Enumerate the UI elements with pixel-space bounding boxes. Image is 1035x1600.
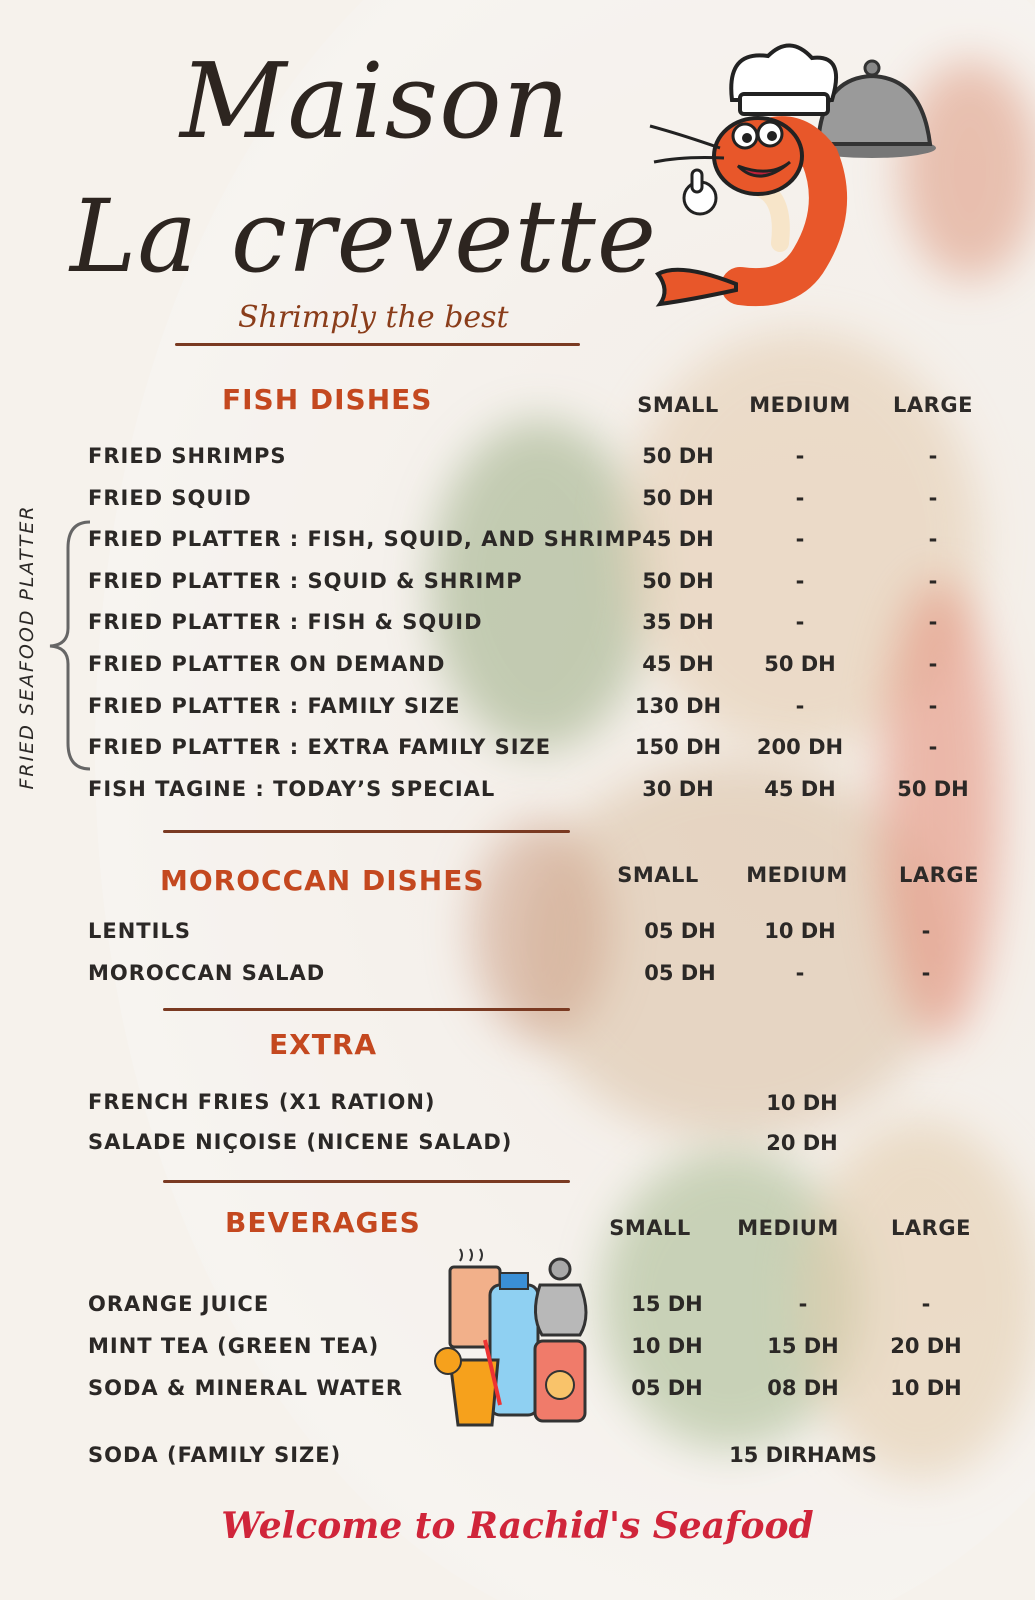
price-large: - bbox=[928, 652, 938, 676]
shrimp-chef-mascot-icon bbox=[640, 38, 940, 308]
price-medium: - bbox=[795, 610, 805, 634]
price-medium: - bbox=[795, 527, 805, 551]
price-medium: 08 DH bbox=[767, 1376, 839, 1400]
menu-item-name: FRIED PLATTER : SQUID & SHRIMP bbox=[88, 569, 523, 593]
price-small: 50 DH bbox=[642, 444, 714, 468]
menu-item-name: LENTILS bbox=[88, 919, 191, 943]
price-large: 50 DH bbox=[897, 777, 969, 801]
price-small: 15 DH bbox=[631, 1292, 703, 1316]
price-large: - bbox=[921, 919, 931, 943]
menu-item-name: MINT TEA (GREEN TEA) bbox=[88, 1334, 380, 1358]
price-small: 05 DH bbox=[631, 1376, 703, 1400]
menu-item-name: ORANGE JUICE bbox=[88, 1292, 270, 1316]
moroccan-divider bbox=[163, 1008, 570, 1011]
price: 20 DH bbox=[766, 1131, 838, 1155]
col-medium: MEDIUM bbox=[749, 393, 851, 417]
tagline: Shrimply the best bbox=[238, 300, 509, 335]
price-medium: - bbox=[795, 569, 805, 593]
extra-divider bbox=[163, 1180, 570, 1183]
menu-item-name: SODA & MINERAL WATER bbox=[88, 1376, 404, 1400]
col-small: SMALL bbox=[637, 393, 719, 417]
menu-item-name: FRENCH FRIES (X1 RATION) bbox=[88, 1090, 436, 1114]
price-small: 50 DH bbox=[642, 569, 714, 593]
price-medium: - bbox=[795, 486, 805, 510]
menu-item-name: FRIED SQUID bbox=[88, 486, 252, 510]
price-small: 05 DH bbox=[644, 919, 716, 943]
soda-family-size-price: 15 DIRHAMS bbox=[729, 1443, 877, 1467]
col-large: LARGE bbox=[899, 863, 979, 887]
price-large: - bbox=[928, 486, 938, 510]
menu-item-name: FRIED SHRIMPS bbox=[88, 444, 287, 468]
col-small: SMALL bbox=[609, 1216, 691, 1240]
menu-item-name: FISH TAGINE : TODAY’S SPECIAL bbox=[88, 777, 496, 801]
price-small: 30 DH bbox=[642, 777, 714, 801]
section-title-moroccan: MOROCCAN DISHES bbox=[160, 864, 485, 897]
menu-item-name: SALADE NIÇOISE (NICENE SALAD) bbox=[88, 1130, 513, 1154]
price-large: - bbox=[921, 961, 931, 985]
price: 10 DH bbox=[766, 1091, 838, 1115]
price-small: 10 DH bbox=[631, 1334, 703, 1358]
price-medium: 15 DH bbox=[767, 1334, 839, 1358]
price-medium: - bbox=[798, 1292, 808, 1316]
price-small: 05 DH bbox=[644, 961, 716, 985]
price-large: - bbox=[928, 444, 938, 468]
menu-item-name: FRIED PLATTER ON DEMAND bbox=[88, 652, 446, 676]
price-large: 20 DH bbox=[890, 1334, 962, 1358]
price-large: - bbox=[928, 569, 938, 593]
menu-item-name: FRIED PLATTER : FISH & SQUID bbox=[88, 610, 483, 634]
col-medium: MEDIUM bbox=[746, 863, 848, 887]
price-medium: 200 DH bbox=[756, 735, 844, 759]
col-large: LARGE bbox=[893, 393, 973, 417]
price-small: 45 DH bbox=[642, 527, 714, 551]
menu-item-name: FRIED PLATTER : FAMILY SIZE bbox=[88, 694, 461, 718]
drinks-illustration-icon bbox=[430, 1245, 600, 1435]
price-small: 50 DH bbox=[642, 486, 714, 510]
price-small: 45 DH bbox=[642, 652, 714, 676]
price-medium: 45 DH bbox=[764, 777, 836, 801]
price-medium: - bbox=[795, 961, 805, 985]
price-small: 150 DH bbox=[634, 735, 722, 759]
section-title-fish: FISH DISHES bbox=[222, 383, 433, 416]
col-large: LARGE bbox=[891, 1216, 971, 1240]
menu-item-name: FRIED PLATTER : FISH, SQUID, AND SHRIMP bbox=[88, 527, 643, 551]
price-medium: 10 DH bbox=[764, 919, 836, 943]
price-small: 130 DH bbox=[634, 694, 722, 718]
fried-seafood-platter-label: FRIED SEAFOOD PLATTER bbox=[16, 504, 38, 790]
fish-divider bbox=[163, 830, 570, 833]
col-medium: MEDIUM bbox=[737, 1216, 839, 1240]
price-large: - bbox=[921, 1292, 931, 1316]
price-medium: - bbox=[795, 694, 805, 718]
price-small: 35 DH bbox=[642, 610, 714, 634]
price-medium: 50 DH bbox=[764, 652, 836, 676]
menu-item-name: FRIED PLATTER : EXTRA FAMILY SIZE bbox=[88, 735, 552, 759]
section-title-extra: EXTRA bbox=[269, 1028, 378, 1061]
soda-family-size-name: SODA (FAMILY SIZE) bbox=[88, 1443, 342, 1467]
price-large: - bbox=[928, 694, 938, 718]
restaurant-title-line2: La crevette bbox=[70, 178, 658, 295]
footer-welcome: Welcome to Rachid's Seafood bbox=[221, 1505, 814, 1547]
price-large: 10 DH bbox=[890, 1376, 962, 1400]
col-small: SMALL bbox=[617, 863, 699, 887]
header-divider bbox=[175, 343, 580, 346]
section-title-beverages: BEVERAGES bbox=[225, 1206, 421, 1239]
price-large: - bbox=[928, 735, 938, 759]
restaurant-title-line1: Maison bbox=[180, 40, 571, 162]
menu-item-name: MOROCCAN SALAD bbox=[88, 961, 326, 985]
price-medium: - bbox=[795, 444, 805, 468]
price-large: - bbox=[928, 527, 938, 551]
price-large: - bbox=[928, 610, 938, 634]
